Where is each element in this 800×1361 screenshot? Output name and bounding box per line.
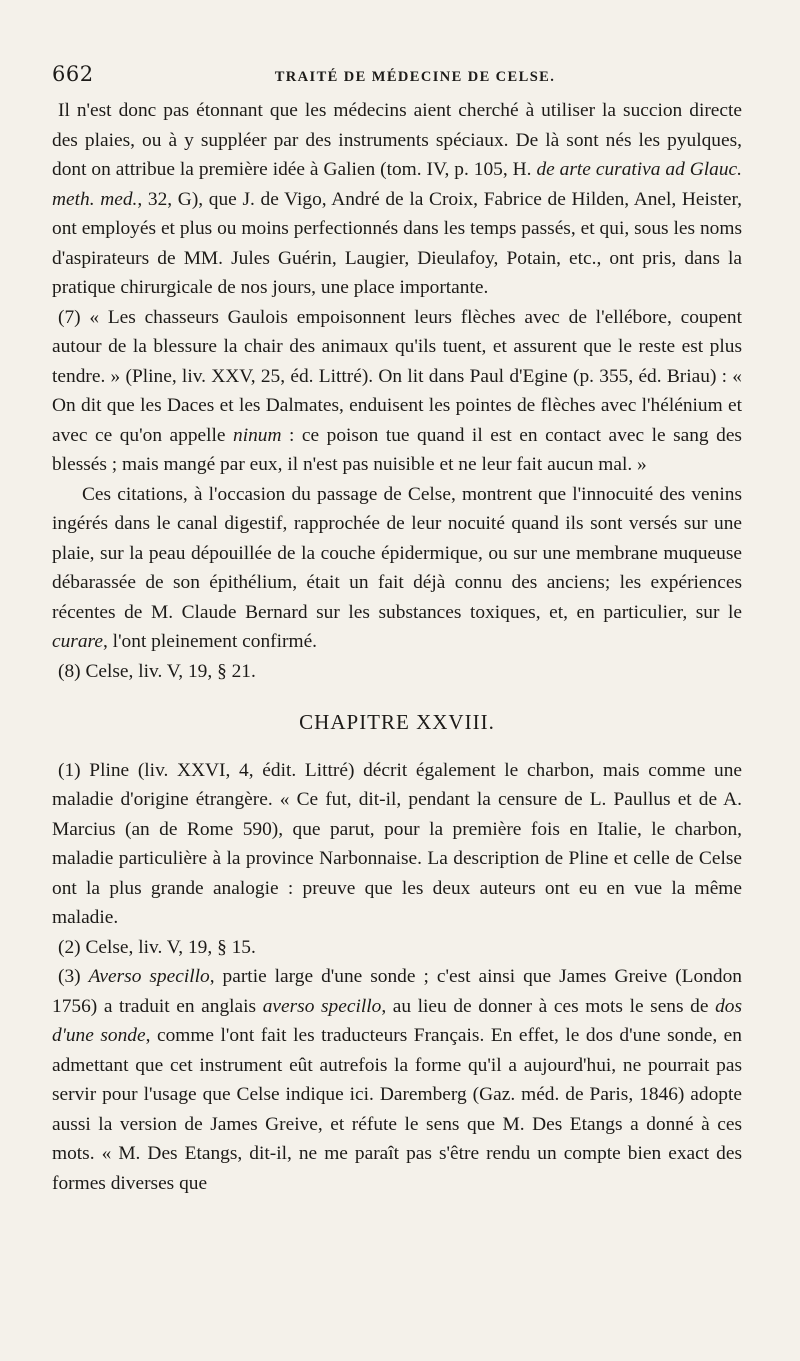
text-run: , comme l'ont fait les traducteurs Français. En effet, le dos d'une sonde, en admettant que cet instrument eût autrefois la forme qu'il a aujourd'hui, ne pourrait pas servir pour l'usage que Celse indique ici. Daremberg (Gaz. méd. de Paris, 1846) adopte aussi la version de James Greive, et réfute le sens que M. Des Etangs a donné à ces mots. « M. Des Etangs, dit-il, ne me paraît pas s'être rendu un compte bien exact des formes diverses que bbox=[52, 1025, 742, 1194]
page-header bbox=[52, 62, 742, 96]
chapter-heading: CHAPITRE XXVIII. bbox=[299, 710, 495, 734]
text-run: (7) « Les chasseurs Gaulois empoisonnent leurs flèches avec de l'ellébore, coupent autour de la blessure la chair des animaux qu'ils tuent, et assurent que le reste est plus tendre. » (Pline, liv. XXV, 25, éd. Littré). On lit dans Paul d'Egine (p. 355, éd. Briau) : « On dit que les Daces et les Dalmates, enduisent les pointes de flèches avec l'hélénium et avec ce qu'on appelle bbox=[52, 306, 742, 446]
italic-text: ninum bbox=[233, 424, 282, 446]
italic-text: curare bbox=[52, 631, 103, 652]
text-block-after-chapter bbox=[52, 756, 742, 1199]
text-run: , au lieu de donner à ces mots le sens de bbox=[381, 995, 716, 1017]
italic-text: averso specillo bbox=[262, 995, 382, 1017]
text-run: (3) bbox=[58, 966, 89, 987]
text-run: , partie large d'une sonde ; c'est ainsi que James Greive (London 1756) a traduit en anglais bbox=[52, 966, 742, 1017]
text-run: (2) Celse, liv. V, 19, § 15. bbox=[58, 936, 256, 958]
text-run: , 32, G), que J. de Vigo, André de la Croix, Fabrice de Hilden, Anel, Heister, ont employés et plus ou moins perfectionnés dans les temps passés, et qui, sous les noms d'aspirateurs de MM. Jules Guérin, Laugier, Dieulafoy, Potain, etc., ont pris, dans la pratique chirurgicale de nos jours, une place importante. bbox=[52, 188, 742, 298]
italic-text: Averso specillo bbox=[88, 966, 210, 987]
paragraph bbox=[52, 657, 742, 687]
text-run: , l'ont pleinement confirmé. bbox=[102, 631, 318, 652]
paragraph bbox=[52, 480, 742, 657]
text-run: Il n'est donc pas étonnant que les médecins aient cherché à utiliser la succion directe des plaies, ou à y suppléer par des instruments spéciaux. De là sont nés les pyulques, dont on attribue la première idée à Galien (tom. IV, p. 105, H. bbox=[52, 100, 742, 180]
italic-text: dos d'une sonde bbox=[52, 995, 742, 1046]
paragraph bbox=[52, 96, 742, 303]
text-run: (8) Celse, liv. V, 19, § 21. bbox=[58, 660, 256, 682]
running-title: TRAITÉ DE MÉDECINE DE CELSE. bbox=[274, 69, 556, 85]
page-number: 662 bbox=[52, 62, 94, 86]
text-block-before-chapter bbox=[52, 96, 742, 686]
paragraph bbox=[52, 933, 742, 963]
italic-text: de arte curativa ad Glauc. meth. med. bbox=[52, 159, 742, 210]
text-run: (1) Pline (liv. XXVI, 4, édit. Littré) décrit également le charbon, mais comme une maladie d'origine étrangère. « Ce fut, dit-il, pendant la censure de L. Paullus et de A. Marcius (an de Rome 590), que parut, pour la première fois en Italie, le charbon, maladie particulière à la province Narbonnaise. La description de Pline et celle de Celse ont la plus grande analogie : preuve que les deux auteurs ont eu en vue la même maladie. bbox=[52, 759, 742, 928]
page-body bbox=[52, 96, 742, 1198]
text-run: : ce poison tue quand il est en contact avec le sang des blessés ; mais mangé par eux, il n'est pas nuisible et ne leur fait aucun mal. » bbox=[52, 424, 742, 475]
text-run: Ces citations, à l'occasion du passage de Celse, montrent que l'innocuité des venins ingérés dans le canal digestif, rapprochée de leur nocuité quand ils sont versés sur une plaie, sur la peau dépouillée de la couche épidermique, ou sur une membrane muqueuse débarassée de son épithélium, était un fait déjà connu des anciens; les expériences récentes de M. Claude Bernard sur les substances toxiques, et, en particulier, sur le bbox=[52, 483, 742, 623]
paragraph bbox=[52, 756, 742, 933]
paragraph bbox=[52, 962, 742, 1198]
paragraph bbox=[52, 303, 742, 480]
